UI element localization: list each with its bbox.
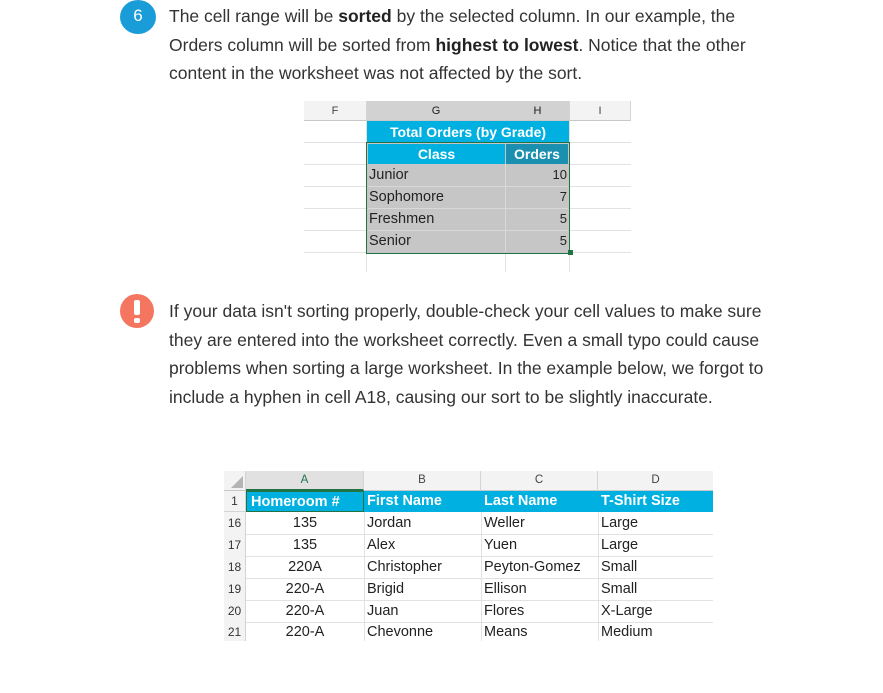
header-class-cell: Class: [368, 144, 505, 164]
cell-last-name: Yuen: [484, 537, 518, 553]
column-header-h: H: [506, 101, 570, 121]
step-description: [169, 2, 779, 88]
column-header-f: F: [304, 101, 367, 121]
cell-class: Junior: [369, 167, 409, 183]
cell-last-name: Flores: [484, 603, 525, 619]
cell-orders: 5: [559, 233, 567, 248]
column-header-a: A: [246, 471, 364, 491]
cell-tshirt-size: Small: [601, 581, 638, 597]
cell-tshirt-size: Large: [601, 515, 639, 531]
typo-worksheet-screenshot: [224, 463, 713, 641]
cell-tshirt-size: Medium: [601, 624, 653, 640]
column-header-d: D: [598, 471, 713, 491]
sorted-worksheet-screenshot: [304, 101, 631, 272]
cell-class: Freshmen: [369, 211, 435, 227]
fill-handle[interactable]: [568, 250, 573, 255]
header-cell-first-name: First Name: [367, 493, 442, 509]
row-number: 19: [224, 578, 246, 600]
cell-last-name: Peyton-Gomez: [484, 559, 581, 575]
exclamation-icon: [120, 294, 154, 328]
cell-homeroom: 220-A: [285, 624, 325, 640]
bold-term-sorted: sorted: [338, 6, 392, 26]
cell-first-name: Alex: [367, 537, 396, 553]
cell-homeroom: 135: [292, 515, 318, 531]
cell-last-name: Means: [484, 624, 528, 640]
cell-orders: 10: [552, 167, 567, 182]
cell-homeroom: 220-A: [285, 603, 325, 619]
header-cell-homeroom: Homeroom #: [246, 491, 364, 512]
select-all-corner[interactable]: [224, 471, 246, 491]
cell-last-name: Weller: [484, 515, 525, 531]
cell-first-name: Juan: [367, 603, 399, 619]
row-number: 20: [224, 600, 246, 622]
cell-homeroom: 220A: [288, 559, 322, 575]
cell-first-name: Chevonne: [367, 624, 434, 640]
cell-tshirt-size: X-Large: [601, 603, 653, 619]
row-number: 16: [224, 512, 246, 534]
bold-term-highest-to-lowest: highest to lowest: [435, 34, 579, 55]
cell-first-name: Jordan: [367, 515, 412, 531]
cell-orders: 5: [559, 211, 567, 226]
column-header-b: B: [364, 471, 481, 491]
cell-last-name: Ellison: [484, 581, 527, 597]
column-header-c: C: [481, 471, 598, 491]
row-number: 21: [224, 622, 246, 641]
row-number: 17: [224, 534, 246, 556]
cell-class: Senior: [369, 233, 411, 249]
header-cell-tshirt-size: T-Shirt Size: [601, 493, 680, 509]
cell-homeroom: 135: [292, 537, 318, 553]
step-number-badge: 6: [120, 0, 156, 34]
column-header-g: G: [367, 101, 506, 121]
cell-homeroom: 220-A: [285, 581, 325, 597]
cell-first-name: Christopher: [367, 559, 442, 575]
text-segment: . Notice that the other content in the worksheet was not affected by the sort.: [169, 34, 746, 84]
cell-first-name: Brigid: [367, 581, 405, 597]
column-header-i: I: [570, 101, 631, 121]
cell-tshirt-size: Small: [601, 559, 638, 575]
warning-text: If your data isn't sorting properly, double-check your cell values to make sure they are entered into the worksheet correctly. Even a small typo could cause problems when sorting a large worksheet. In the example below, we forgot to include a hyphen in cell A18, causing our sort to be slightly inaccurate.: [169, 301, 764, 407]
cell-class: Sophomore: [369, 189, 444, 205]
cell-tshirt-size: Large: [601, 537, 639, 553]
header-cell-last-name: Last Name: [484, 493, 558, 509]
cell-orders: 7: [559, 189, 567, 204]
text-segment: by the selected column. In our example, the Orders column will be sorted from: [169, 6, 736, 55]
corner-triangle-icon: [224, 471, 246, 491]
row-number: 18: [224, 556, 246, 578]
header-orders-cell: Orders: [506, 144, 568, 164]
text-segment: The cell range will be: [169, 6, 339, 26]
row-number: 1: [224, 491, 246, 512]
table-title-cell: Total Orders (by Grade): [367, 121, 569, 143]
